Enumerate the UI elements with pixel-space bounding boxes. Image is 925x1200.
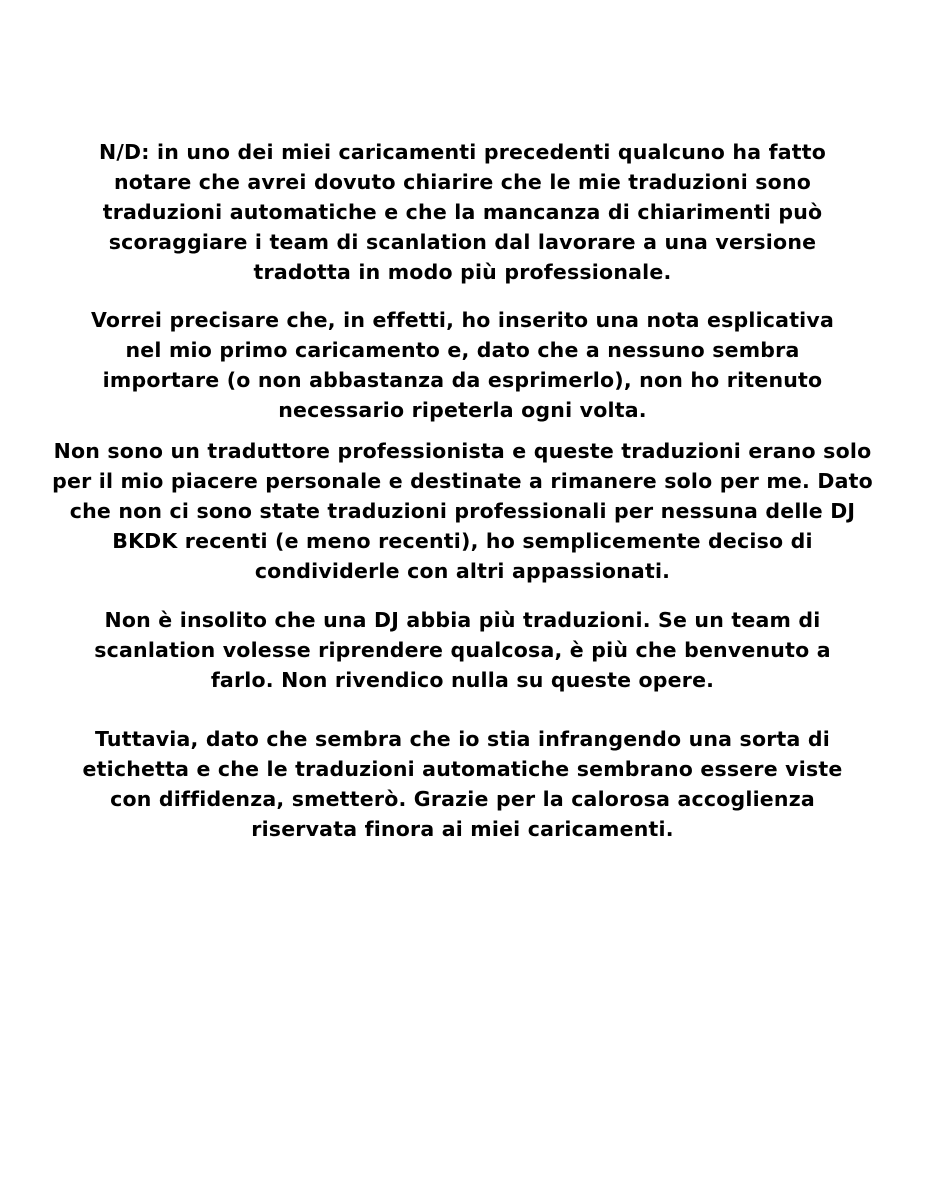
paragraph-translator-note	[40, 137, 885, 287]
text-line: farlo. Non rivendico nulla su queste opere.	[210, 668, 715, 692]
text-line: per il mio piacere personale e destinate a rimanere solo per me. Dato	[52, 469, 873, 493]
text-line: che non ci sono state traduzioni professionali per nessuna delle DJ	[69, 499, 856, 523]
text-line: con diffidenza, smetterò. Grazie per la calorosa accoglienza	[110, 787, 815, 811]
paragraph-not-professional	[40, 436, 885, 586]
text-line: notare che avrei dovuto chiarire che le mie traduzioni sono	[113, 170, 812, 194]
text-line: N/D: in uno dei miei caricamenti precedenti qualcuno ha fatto	[98, 140, 827, 164]
text-line: scoraggiare i team di scanlation dal lavorare a una versione	[108, 230, 817, 254]
text-line: traduzioni automatiche e che la mancanza di chiarimenti può	[102, 200, 823, 224]
text-line: etichetta e che le traduzioni automatiche sembrano essere viste	[82, 757, 843, 781]
text-line: Non sono un traduttore professionista e queste traduzioni erano solo	[53, 439, 872, 463]
text-line: nel mio primo caricamento e, dato che a nessuno sembra	[125, 338, 800, 362]
text-line: riservata finora ai miei caricamenti.	[251, 817, 674, 841]
text-line: condividerle con altri appassionati.	[254, 559, 671, 583]
paragraph-closing	[40, 724, 885, 844]
text-line: Non è insolito che una DJ abbia più traduzioni. Se un team di	[104, 608, 821, 632]
text-line: importare (o non abbastanza da esprimerlo), non ho ritenuto	[102, 368, 823, 392]
paragraph-multiple-translations	[40, 605, 885, 695]
text-line: necessario ripeterla ogni volta.	[278, 398, 647, 422]
text-line: Vorrei precisare che, in effetti, ho inserito una nota esplicativa	[90, 308, 835, 332]
text-line: scanlation volesse riprendere qualcosa, è più che benvenuto a	[94, 638, 831, 662]
text-line: Tuttavia, dato che sembra che io stia infrangendo una sorta di	[94, 727, 831, 751]
text-line: BKDK recenti (e meno recenti), ho semplicemente deciso di	[112, 529, 813, 553]
paragraph-clarification	[40, 305, 885, 425]
text-line: tradotta in modo più professionale.	[253, 260, 672, 284]
